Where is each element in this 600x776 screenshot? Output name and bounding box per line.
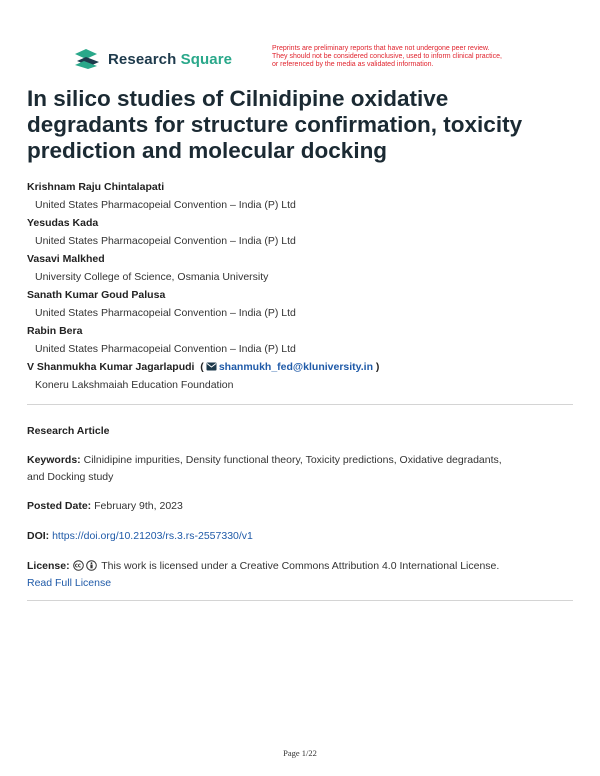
- posted-date-value: February 9th, 2023: [94, 500, 183, 512]
- preprint-disclaimer: [272, 45, 562, 69]
- author-name: Rabin Bera: [27, 325, 83, 337]
- read-full-license-link[interactable]: Read Full License: [27, 577, 112, 589]
- logo-word-research: Research: [108, 50, 177, 68]
- author-entry: [27, 252, 577, 288]
- license: [27, 558, 575, 592]
- paper-title: In silico studies of Cilnidipine oxidative degradants for structure confirmation, toxicity prediction and molecular docking: [27, 86, 523, 163]
- keywords-label: Keywords:: [27, 454, 81, 466]
- logo-word-square: Square: [180, 50, 233, 68]
- author-entry: [27, 288, 577, 324]
- envelope-icon: [206, 362, 217, 371]
- author-affiliation: United States Pharmacopeial Convention – India (P) Ltd: [35, 235, 296, 247]
- logo-text: [108, 51, 232, 68]
- author-name: Krishnam Raju Chintalapati: [27, 181, 165, 193]
- author-affiliation: Koneru Lakshmaiah Education Foundation: [35, 379, 234, 391]
- author-affiliation: United States Pharmacopeial Convention – India (P) Ltd: [35, 307, 296, 319]
- author-email-link[interactable]: shanmukh_fed@kluniversity.in: [218, 361, 373, 373]
- creative-commons-icon: [73, 560, 84, 571]
- divider: [27, 600, 573, 601]
- email-wrapper: ( shanmukh_fed@kluniversity.in ): [197, 361, 380, 373]
- research-square-logo-icon: [72, 48, 102, 70]
- license-label: License:: [27, 560, 70, 572]
- attribution-icon: [86, 560, 97, 571]
- author-name: Sanath Kumar Goud Palusa: [27, 289, 166, 301]
- author-entry: [27, 360, 577, 396]
- keywords: [27, 452, 575, 486]
- author-name: V Shanmukha Kumar Jagarlapudi: [27, 361, 195, 373]
- disclaimer-line: or referenced by the media as validated information.: [272, 61, 434, 68]
- article-type-label: Research Article: [27, 425, 110, 437]
- author-name-corresponding: [27, 360, 577, 378]
- research-square-logo[interactable]: [72, 48, 232, 70]
- author-entry: [27, 324, 577, 360]
- posted-date: [27, 498, 575, 515]
- keywords-value: Cilnidipine impurities, Density functional theory, Toxicity predictions, Oxidative degradants,: [83, 454, 502, 466]
- author-name: Vasavi Malkhed: [27, 253, 105, 265]
- author-affiliation: University College of Science, Osmania University: [35, 271, 269, 283]
- page-number: Page 1/22: [283, 748, 317, 758]
- author-entry: [27, 180, 577, 216]
- posted-date-label: Posted Date:: [27, 500, 92, 512]
- disclaimer-line: They should not be considered conclusive, used to inform clinical practice,: [272, 53, 502, 60]
- author-affiliation: United States Pharmacopeial Convention – India (P) Ltd: [35, 343, 296, 355]
- author-name: Yesudas Kada: [27, 217, 99, 229]
- author-list: [27, 180, 577, 396]
- keywords-line: [27, 452, 575, 469]
- keywords-line: and Docking study: [27, 471, 114, 483]
- disclaimer-line: Preprints are preliminary reports that have not undergone peer review.: [272, 45, 490, 52]
- author-entry: [27, 216, 577, 252]
- doi: [27, 528, 575, 545]
- doi-link[interactable]: https://doi.org/10.21203/rs.3.rs-2557330/v1: [52, 530, 253, 542]
- article-type: [27, 423, 575, 440]
- author-affiliation: United States Pharmacopeial Convention – India (P) Ltd: [35, 199, 296, 211]
- doi-label: DOI:: [27, 530, 50, 542]
- license-text: This work is licensed under a Creative Commons Attribution 4.0 International License.: [101, 560, 500, 572]
- divider: [27, 404, 573, 405]
